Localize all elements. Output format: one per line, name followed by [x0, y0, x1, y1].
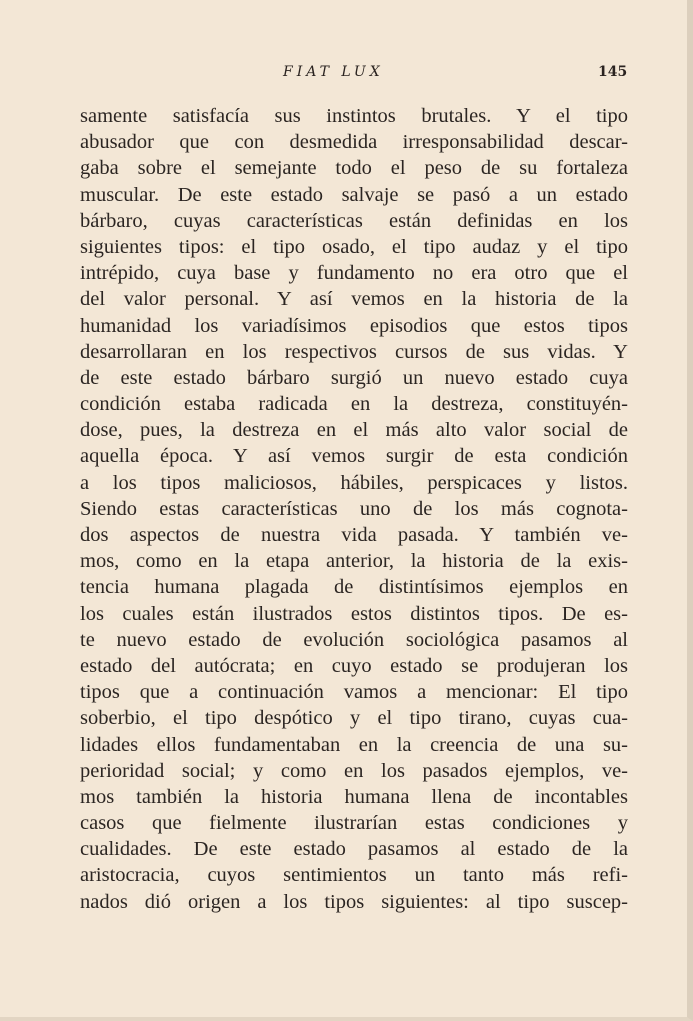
text-line: aristocracia, cuyos sentimientos un tanto más refi- [80, 864, 628, 887]
text-line: del valor personal. Y así vemos en la historia de la [80, 288, 628, 311]
page-number: 145 [598, 64, 628, 80]
text-line: muscular. De este estado salvaje se pasó a un estado [80, 183, 628, 206]
body-text [80, 103, 628, 915]
text-line: dos aspectos de nuestra vida pasada. Y también ve- [80, 524, 628, 546]
text-line: soberbio, el tipo despótico y el tipo tirano, cuyas cua- [80, 707, 628, 730]
text-line: tipos que a continuación vamos a mencionar: El tipo [80, 681, 628, 704]
text-line: Siendo estas características uno de los más cognota- [80, 497, 628, 520]
text-line: mos, como en la etapa anterior, la historia de la exis- [80, 550, 628, 573]
text-line: bárbaro, cuyas características están definidas en los [80, 209, 628, 232]
text-line: estado del autócrata; en cuyo estado se produjeran los [80, 654, 628, 677]
text-line: lidades ellos fundamentaban en la creencia de una su- [80, 733, 628, 756]
text-line: cualidades. De este estado pasamos al estado de la [80, 838, 628, 861]
text-line: a los tipos maliciosos, hábiles, perspicaces y listos. [80, 471, 628, 494]
text-line: casos que fielmente ilustrarían estas condiciones y [80, 812, 628, 835]
text-line: desarrollaran en los respectivos cursos de sus vidas. Y [80, 340, 628, 363]
text-line: gaba sobre el semejante todo el peso de su fortaleza [80, 157, 628, 180]
text-line: tencia humana plagada de distintísimos ejemplos en [80, 576, 628, 599]
text-line: aquella época. Y así vemos surgir de esta condición [80, 445, 628, 468]
text-line: mos también la historia humana llena de incontables [80, 785, 628, 808]
text-line: siguientes tipos: el tipo osado, el tipo audaz y el tipo [80, 235, 628, 258]
text-line: te nuevo estado de evolución sociológica pasamos al [80, 628, 628, 651]
text-line: perioridad social; y como en los pasados ejemplos, ve- [80, 759, 628, 782]
text-line: dose, pues, la destreza en el más alto valor social de [80, 419, 628, 442]
text-line: los cuales están ilustrados estos distintos tipos. De es- [80, 602, 628, 625]
text-line: humanidad los variadísimos episodios que estos tipos [80, 314, 628, 337]
page-header [0, 64, 693, 86]
text-line: de este estado bárbaro surgió un nuevo estado cuya [80, 366, 628, 389]
text-line: abusador que con desmedida irresponsabilidad descar- [80, 131, 628, 154]
running-title: FIAT LUX [283, 64, 384, 80]
text-line: nados dió origen a los tipos siguientes: al tipo suscep- [80, 890, 628, 913]
text-line: intrépido, cuya base y fundamento no era otro que el [80, 262, 628, 285]
text-line: condición estaba radicada en la destreza, constituyén- [80, 393, 628, 416]
text-line: samente satisfacía sus instintos brutales. Y el tipo [80, 105, 628, 127]
